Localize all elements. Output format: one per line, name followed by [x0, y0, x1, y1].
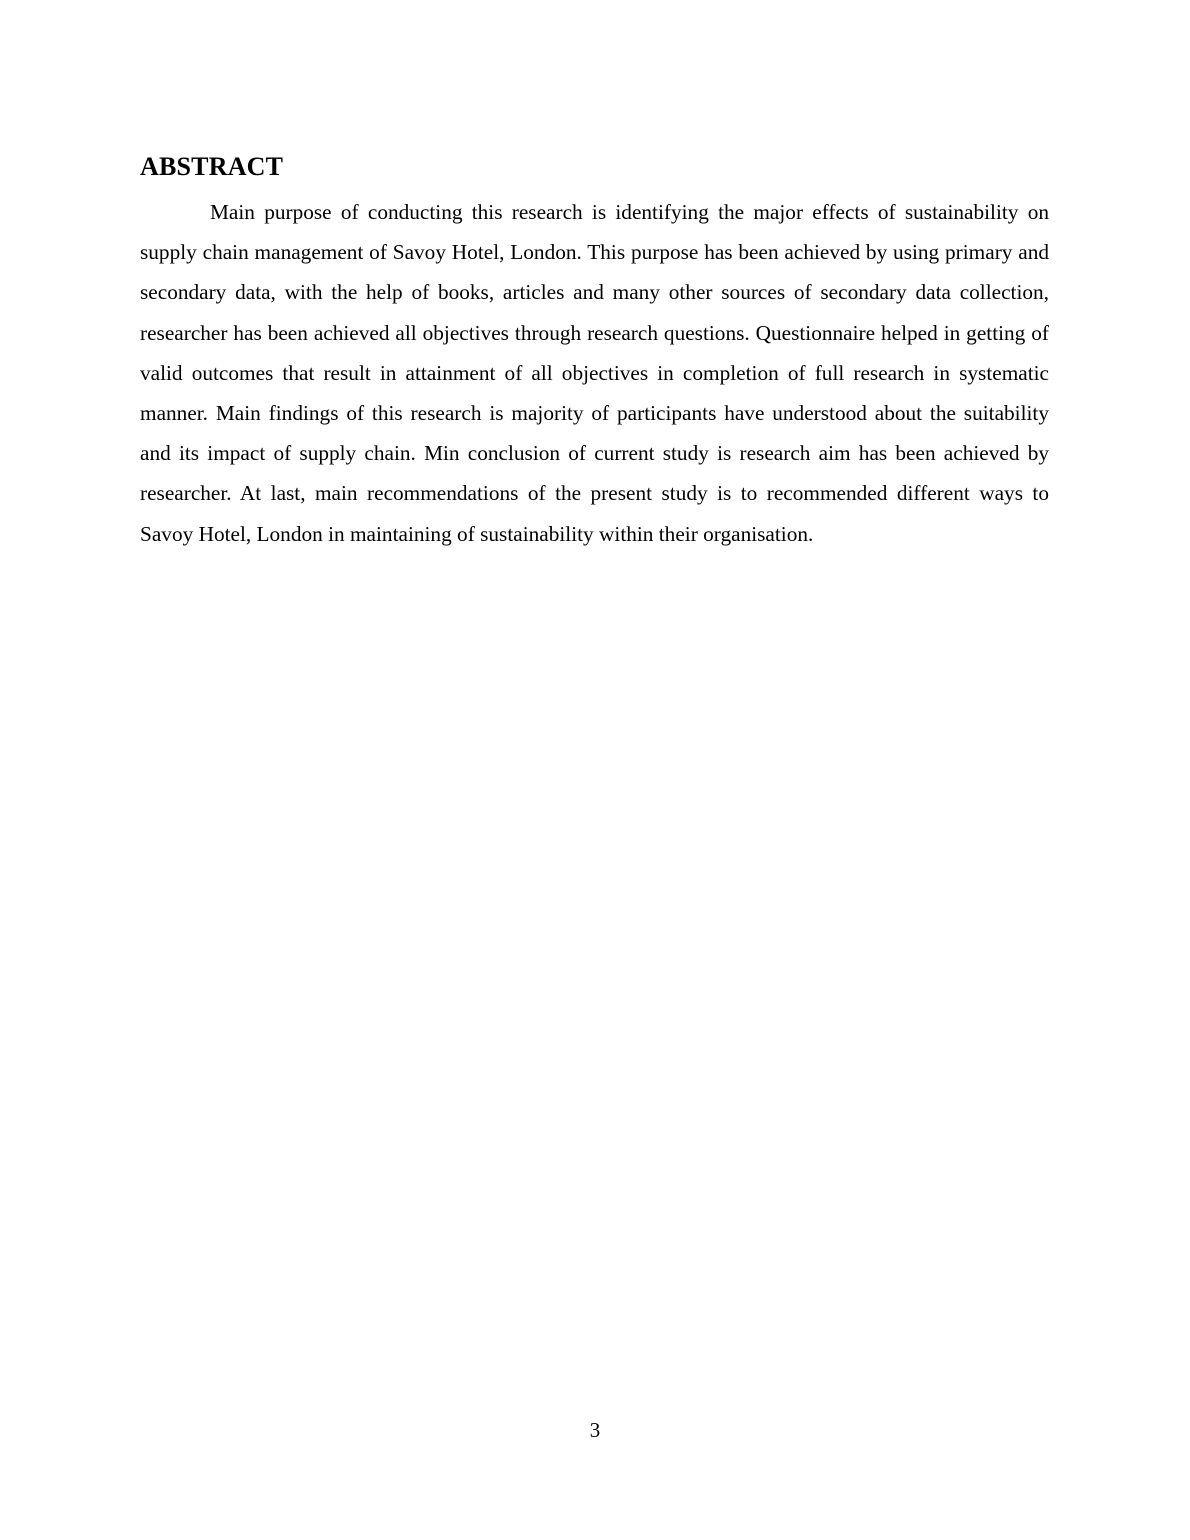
abstract-paragraph: Main purpose of conducting this research is identifying the major effects of sustainability on supply chain management of Savoy Hotel, London. This purpose has been achieved by using primary and secondary data, with the help of books, articles and many other sources of secondary data collection, researcher has been achieved all objectives through research questions. Questionnaire helped in getting of valid outcomes that result in attainment of all objectives in completion of full research in systematic manner. Main findings of this research is majority of participants have understood about the suitability and its impact of supply chain. Min conclusion of current study is research aim has been achieved by researcher. At last, main recommendations of the present study is to recommended different ways to Savoy Hotel, London in maintaining of sustainability within their organisation.: [140, 200, 1049, 546]
page-number: 3: [589, 1418, 601, 1442]
section-heading: ABSTRACT: [140, 152, 284, 181]
